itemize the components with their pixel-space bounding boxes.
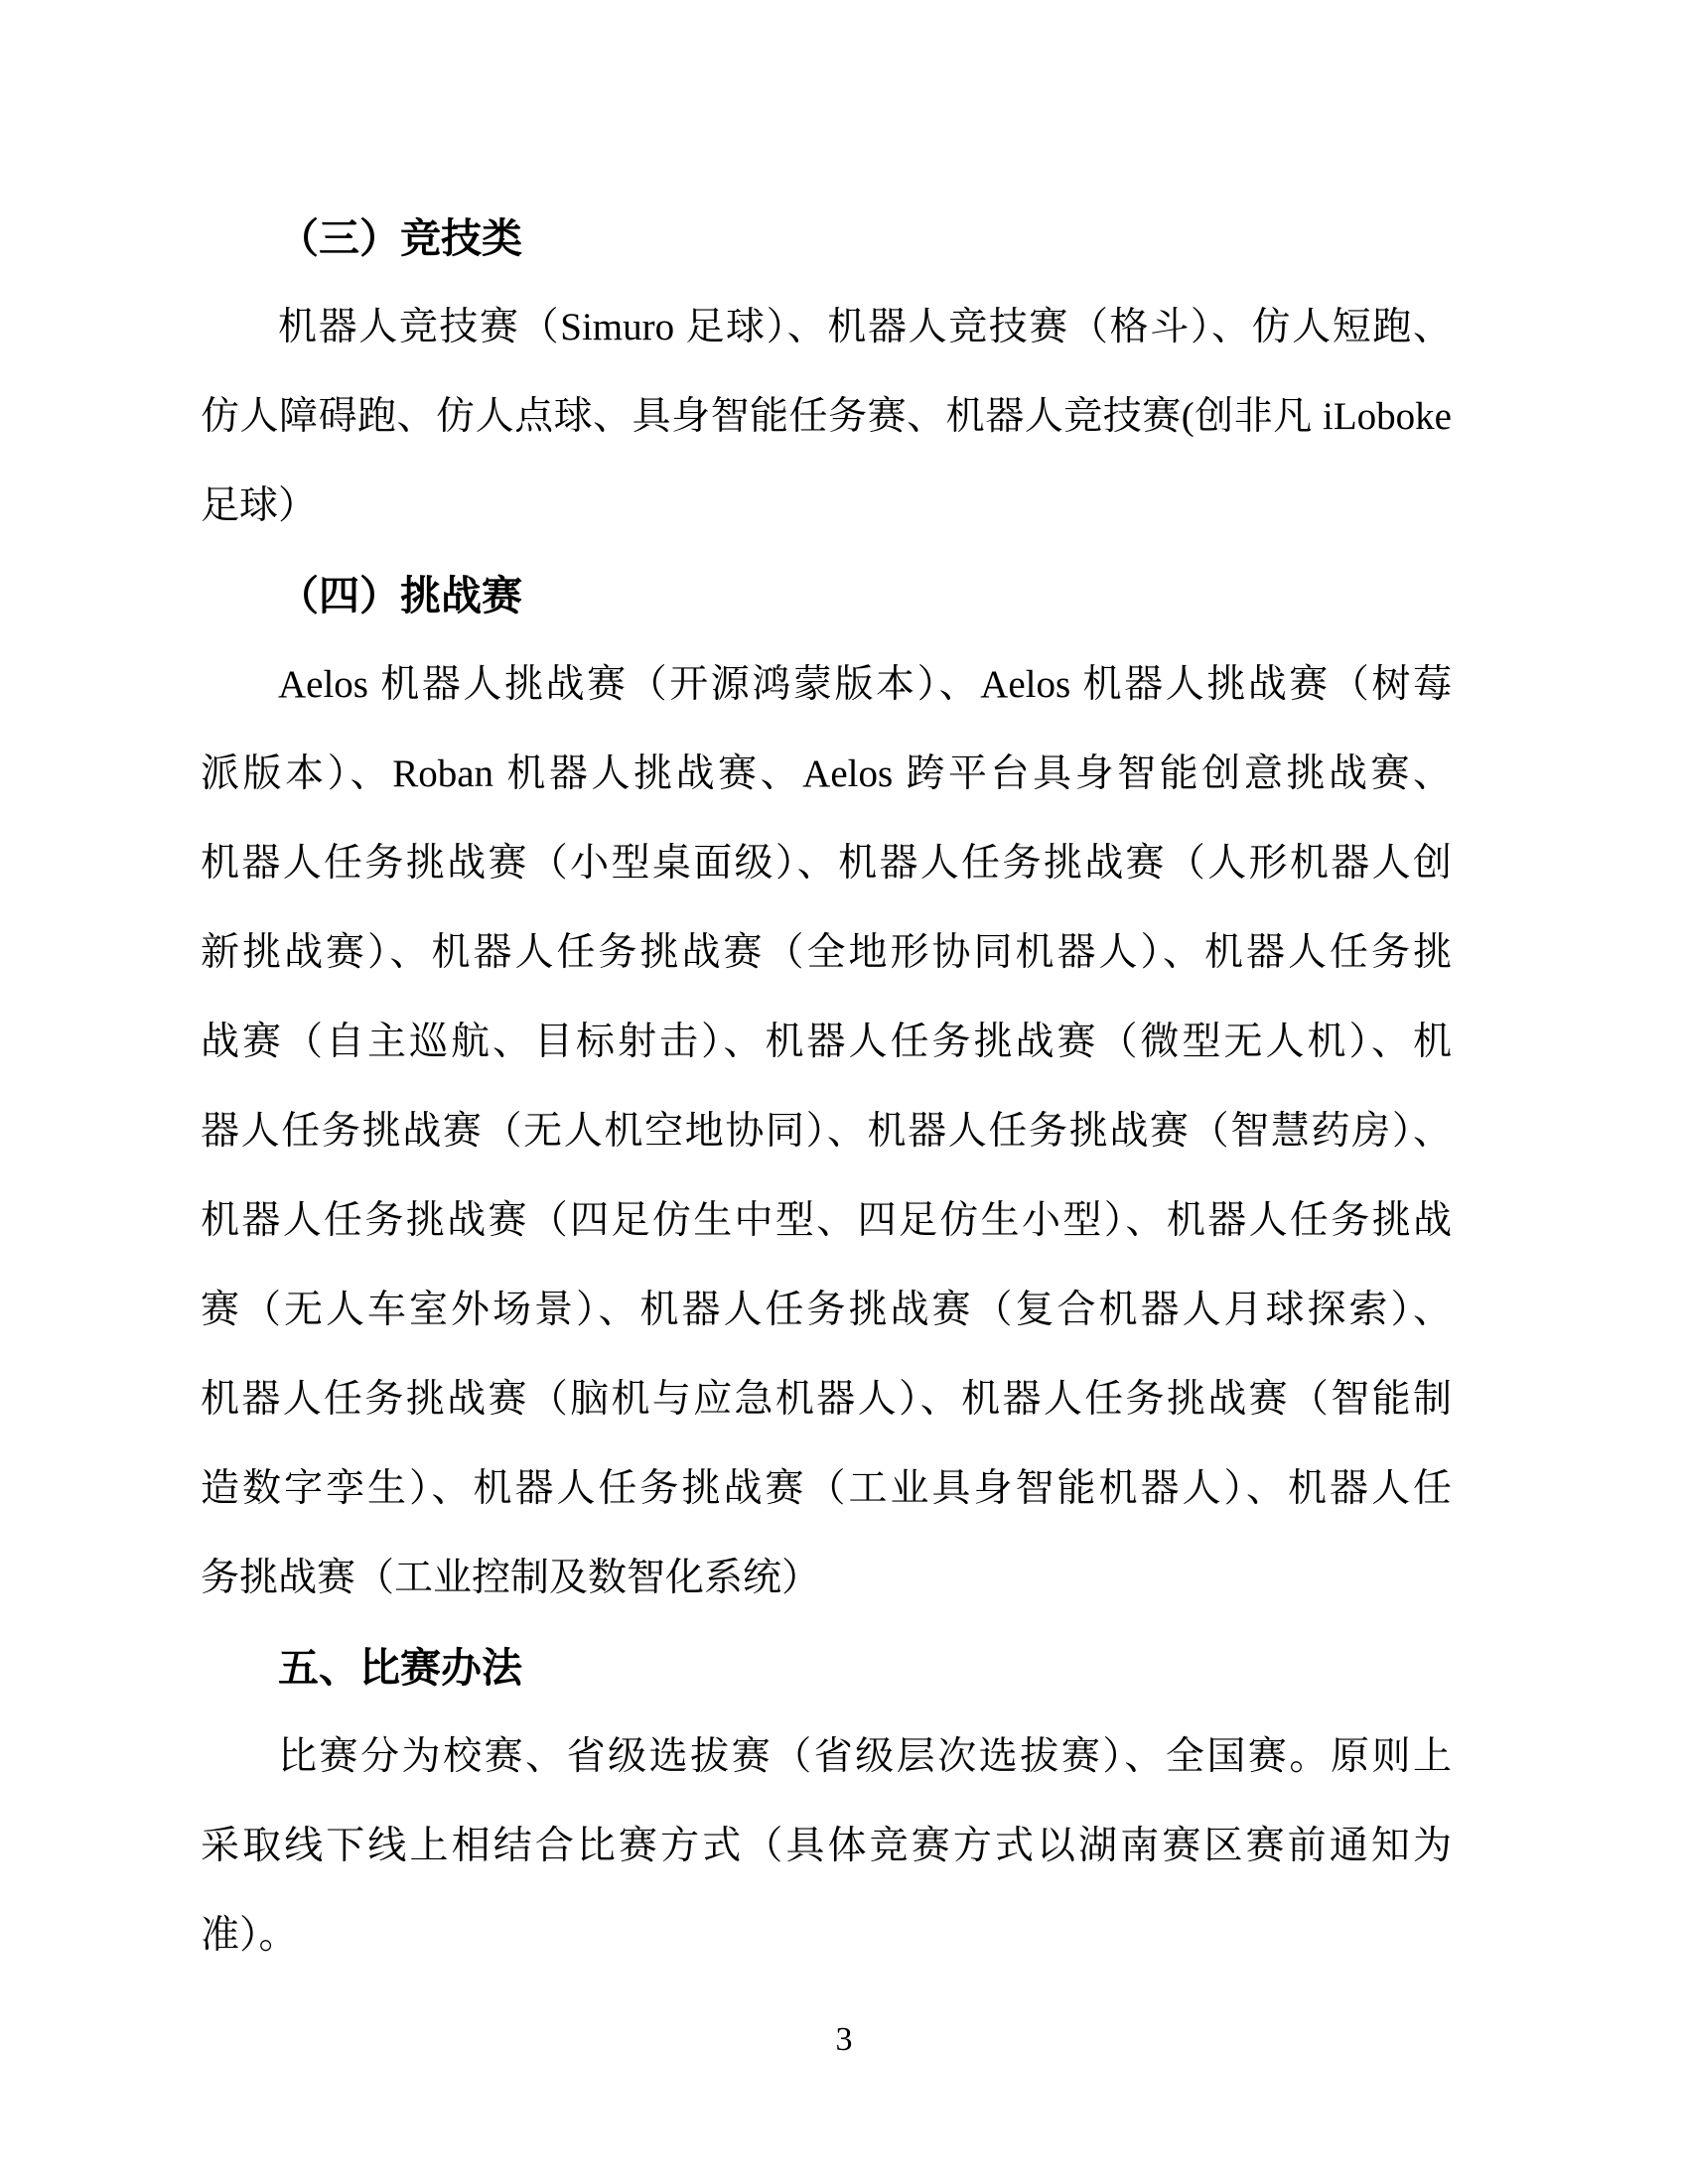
text-line: Aelos 机器人挑战赛（开源鸿蒙版本）、Aelos 机器人挑战赛（树莓 <box>278 663 1452 706</box>
text-line: 机器人任务挑战赛（小型桌面级）、机器人任务挑战赛（人形机器人创 <box>201 842 1452 885</box>
section-heading: （三）竞技类 <box>278 215 522 261</box>
text-line: 战赛（自主巡航、目标射击）、机器人任务挑战赛（微型无人机）、机 <box>201 1021 1452 1063</box>
section-heading: （四）挑战赛 <box>278 573 522 618</box>
text-line: 务挑战赛（工业控制及数智化系统） <box>201 1557 821 1599</box>
text-line: 器人任务挑战赛（无人机空地协同）、机器人任务挑战赛（智慧药房）、 <box>201 1110 1452 1153</box>
section-heading: 五、比赛办法 <box>278 1645 522 1691</box>
text-line: 新挑战赛）、机器人任务挑战赛（全地形协同机器人）、机器人任务挑 <box>201 931 1452 974</box>
text-line: 准）。 <box>201 1914 298 1957</box>
text-line: 采取线下线上相结合比赛方式（具体竞赛方式以湖南赛区赛前通知为 <box>201 1825 1452 1867</box>
text-line: 仿人障碍跑、仿人点球、具身智能任务赛、机器人竞技赛(创非凡 iLoboke <box>201 395 1452 438</box>
text-line: 造数字孪生）、机器人任务挑战赛（工业具身智能机器人）、机器人任 <box>201 1467 1452 1510</box>
text-line: 足球） <box>201 484 318 527</box>
text-line: 赛（无人车室外场景）、机器人任务挑战赛（复合机器人月球探索）、 <box>201 1289 1452 1331</box>
text-line: 比赛分为校赛、省级选拔赛（省级层次选拔赛）、全国赛。原则上 <box>278 1735 1452 1778</box>
text-line: 机器人任务挑战赛（脑机与应急机器人）、机器人任务挑战赛（智能制 <box>201 1378 1452 1421</box>
text-line: 机器人竞技赛（Simuro 足球）、机器人竞技赛（格斗）、仿人短跑、 <box>278 306 1452 348</box>
page-number: 3 <box>835 2021 853 2058</box>
text-line: 派版本）、Roban 机器人挑战赛、Aelos 跨平台具身智能创意挑战赛、 <box>201 752 1452 795</box>
text-line: 机器人任务挑战赛（四足仿生中型、四足仿生小型）、机器人任务挑战 <box>201 1199 1452 1242</box>
document-content <box>201 194 1452 1980</box>
